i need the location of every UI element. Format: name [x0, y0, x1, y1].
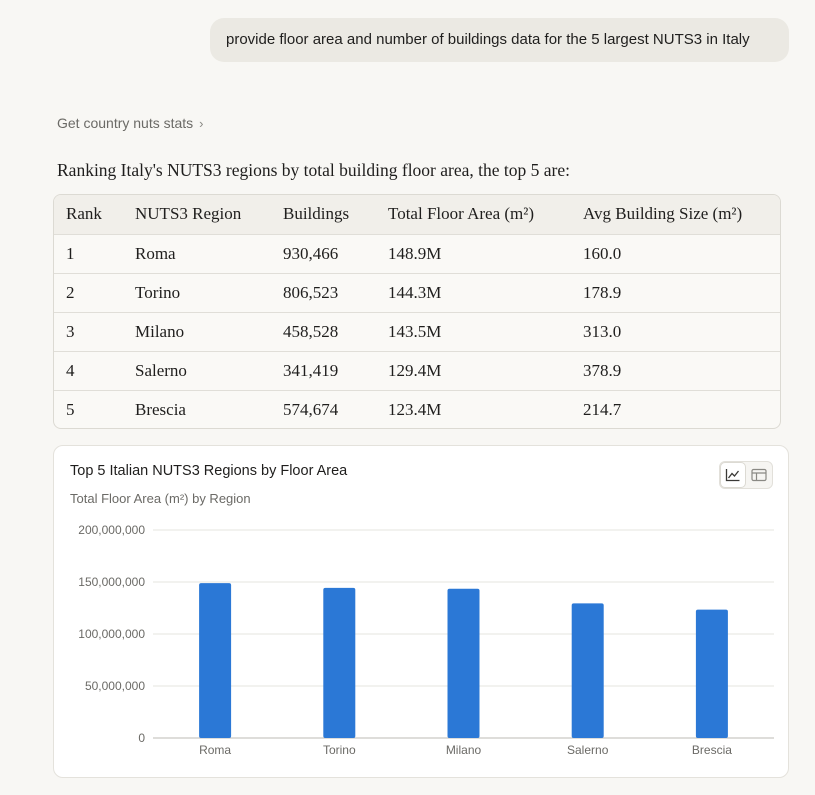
table-cell: 148.9M	[376, 234, 571, 273]
table-cell: 123.4M	[388, 399, 442, 419]
table-cell: 3	[54, 312, 123, 351]
x-tick-label: Milano	[445, 743, 482, 757]
table-icon[interactable]	[746, 462, 772, 488]
user-message-text: provide floor area and number of buildings data for the 5 largest NUTS3 in Italy	[226, 31, 750, 48]
table-row	[54, 390, 780, 429]
table-cell: 458,528	[271, 312, 376, 351]
tool-call-label: Get country nuts stats	[57, 115, 194, 131]
y-tick-label: 200,000,000	[78, 523, 145, 537]
table-row	[54, 351, 780, 390]
chart-title: Top 5 Italian NUTS3 Regions by Floor Area	[70, 463, 348, 479]
table-row	[54, 273, 780, 312]
chevron-right-icon: ›	[199, 115, 204, 131]
intro-text: Ranking Italy's NUTS3 regions by total building floor area, the top 5 are:	[57, 160, 570, 180]
x-tick-label: Torino	[322, 743, 356, 757]
bar-salerno[interactable]	[572, 603, 604, 738]
line-chart-icon[interactable]	[720, 462, 746, 488]
y-tick-label: 150,000,000	[78, 575, 145, 589]
table-cell: Torino	[123, 273, 271, 312]
table-cell: 1	[54, 234, 123, 273]
table-cell: 178.9	[571, 273, 780, 312]
table-cell: 4	[54, 351, 123, 390]
table-cell: 144.3M	[376, 273, 571, 312]
column-header: Total Floor Area (m²)	[376, 195, 571, 234]
x-tick-label: Brescia	[691, 743, 732, 757]
table-cell: Milano	[123, 312, 271, 351]
column-header: Rank	[54, 195, 123, 234]
table-header-row	[54, 195, 780, 234]
table-cell: 341,419	[271, 351, 376, 390]
user-message-bubble	[210, 18, 789, 62]
x-tick-label: Salerno	[567, 743, 609, 757]
table-cell: 143.5M	[376, 312, 571, 351]
y-tick-label: 0	[138, 731, 145, 745]
table-cell: 806,523	[271, 273, 376, 312]
results-table	[53, 194, 781, 429]
bar-milano[interactable]	[448, 589, 480, 738]
table-cell: 2	[54, 273, 123, 312]
bar-brescia[interactable]	[696, 610, 728, 738]
table-cell: 930,466	[271, 234, 376, 273]
table-row	[54, 312, 780, 351]
table-cell: Brescia	[135, 399, 186, 419]
table-cell: Roma	[123, 234, 271, 273]
table-cell: 160.0	[571, 234, 780, 273]
table-cell: 313.0	[571, 312, 780, 351]
table-cell: 378.9	[571, 351, 780, 390]
x-tick-label: Roma	[199, 743, 232, 757]
table-cell: 5	[66, 399, 75, 419]
y-tick-label: 100,000,000	[78, 627, 145, 641]
tool-call-link[interactable]	[57, 115, 204, 131]
view-toggle	[719, 461, 773, 489]
table-row	[54, 234, 780, 273]
table-cell: 129.4M	[376, 351, 571, 390]
bar-roma[interactable]	[199, 583, 231, 738]
table-cell: 214.7	[583, 399, 622, 419]
table-cell: Salerno	[123, 351, 271, 390]
chart-subtitle: Total Floor Area (m²) by Region	[70, 491, 251, 506]
table-cell: 574,674	[283, 399, 339, 419]
column-header: NUTS3 Region	[123, 195, 271, 234]
chart-card	[53, 445, 789, 778]
column-header: Avg Building Size (m²)	[571, 195, 780, 234]
bar-torino[interactable]	[323, 588, 355, 738]
column-header: Buildings	[271, 195, 376, 234]
y-tick-label: 50,000,000	[84, 679, 145, 693]
